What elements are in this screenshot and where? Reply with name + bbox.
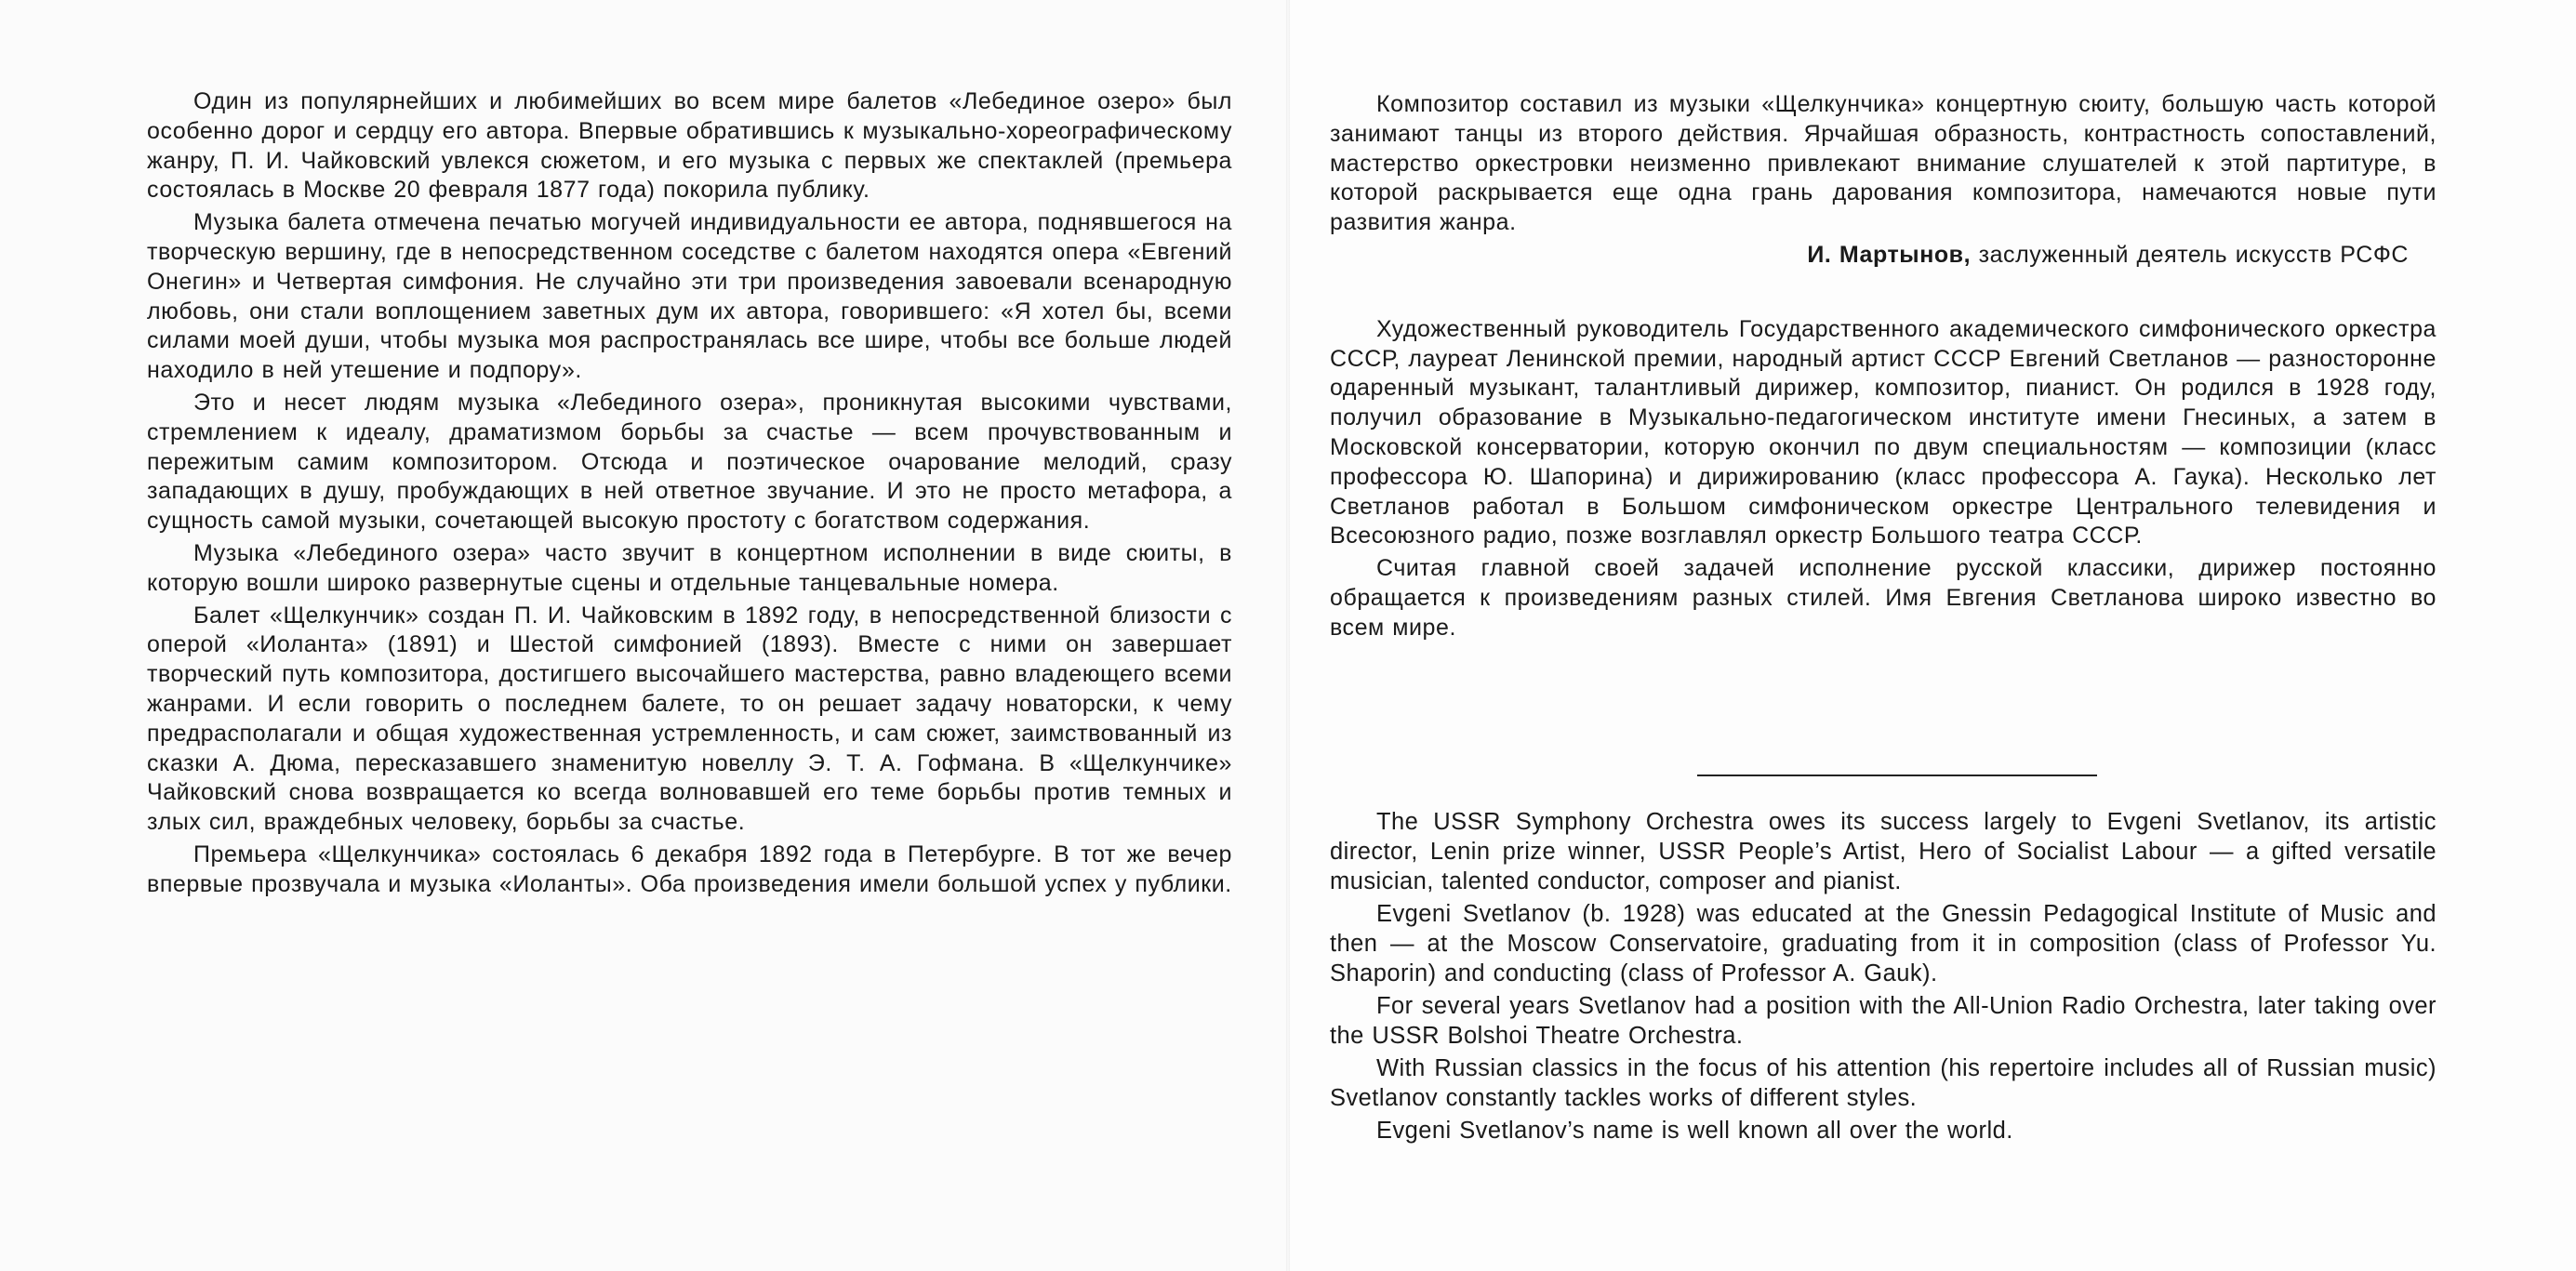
paragraph-english-radio: For several years Svetlanov had a position with the All-Union Radio Orchestra, later taking over the USSR Bolshoi Theatre Orchestra. <box>1330 993 2437 1049</box>
paragraph-swan-lake-intro: Один из популярнейших и любимейших во всем мире балетов «Лебединое озеро» был особенно дорог и сердцу его автора. Впервые обратившись к музыкально-хореографическому жанру, П. И. Чайковский увлекся сюжетом, и его музыка с первых же спектаклей (премьера состоялась в Москве 20 февраля 1877 года) покорила публику. <box>147 88 1232 204</box>
paragraph-nutcracker-creation: Балет «Щелкунчик» создан П. И. Чайковским в 1892 году, в непосредственной близости с оперой «Иоланта» (1891) и Шестой симфонией (1893). Вместе с ними он завершает творческий путь композитора, достигшего высочайшего мастерства, равно владеющего всеми жанрами. И если говорить о последнем балете, то он решает задачу новаторски, к чему предрасполагали и общая художественная устремленность, и сам сюжет, заимствованный из сказки А. Дюма, пересказавшего знаменитую новеллу Э. Т. А. Гофмана. В «Щелкунчике» Чайковский снова возвращается ко всегда волновавшей его теме борьбы против темных и злых сил, враждебных человеку, борьбы за счастье. <box>147 602 1232 836</box>
author-title: заслуженный деятель искусств РСФС <box>1971 241 2409 268</box>
paragraph-svetlanov-repertoire: Считая главной своей задачей исполнение русской классики, дирижер постоянно обращается к произведениям разных стилей. Имя Евгения Светланова широко известно во всем мире. <box>1330 555 2437 641</box>
paragraph-svetlanov-bio: Художественный руководитель Государственного академического симфонического оркестра СССР, лауреат Ленинской премии, народный артист СССР Евгений Светланов — разносторонне одаренный музыкант, талантливый дирижер, композитор, пианист. Он родился в 1928 году, получил образование в Музыкально-педагогическом институте имени Гнесиных, а затем в Московской консерватории, которую окончил по двум специальностям — композиции (класс профессора Ю. Шапорина) и дирижированию (класс профессора А. Гаука). Несколько лет Светланов работал в Большом симфоническом оркестре Центрального телевидения и Всесоюзного радио, позже возглавлял оркестр Большого театра СССР. <box>1330 315 2437 549</box>
paragraph-nutcracker-suite: Композитор составил из музыки «Щелкунчика» концертную сюиту, большую часть которой занимают танцы из второго действия. Ярчайшая образность, контрастность сопоставлений, мастерство оркестровки неизменно привлекают внимание слушателей к этой партитуре, в которой раскрывается еще одна грань дарования композитора, намечаются новые пути развития жанра. <box>1330 91 2437 236</box>
paragraph-english-education: Evgeni Svetlanov (b. 1928) was educated at the Gnessin Pedagogical Institute of Music and then — at the Moscow Conservatoire, graduating from it in composition (class of Professor Yu. Shaporin) and conducting (class of Professor A. Gauk). <box>1330 901 2437 986</box>
paragraph-swan-lake-message: Это и несет людям музыка «Лебединого озера», проникнутая высокими чувствами, стремлением к идеалу, драматизмом борьбы за счастье — всем прочувствованным и пережитым самим композитором. Отсюда и поэтическое очарование мелодий, сразу западающих в душу, пробуждающих в ней ответное звучание. И это не просто метафора, а сущность самой музыки, сочетающей высокую простоту с богатством содержания. <box>147 389 1232 535</box>
left-column-text <box>147 87 1232 903</box>
paragraph-swan-lake-individuality: Музыка балета отмечена печатью могучей индивидуальности ее автора, поднявшегося на творческую вершину, где в непосредственном соседстве с балетом находятся опера «Евгений Онегин» и Четвертая симфония. Не случайно эти три произведения завоевали всенародную любовь, они стали воплощением заветных дум их автора, говорившего: «Я хотел бы, всеми силами моей души, чтобы музыка моя распространялась все шире, чтобы все больше людей находило в ней утешение и подпору». <box>147 209 1232 384</box>
right-column-english-text <box>1330 807 2437 1148</box>
paragraph-english-fame: Evgeni Svetlanov’s name is well known all over the world. <box>1376 1118 2013 1144</box>
paragraph-english-repertoire: With Russian classics in the focus of his attention (his repertoire includes all of Russian music) Svetlanov constantly tackles works of different styles. <box>1330 1055 2437 1111</box>
author-signature <box>1330 241 2437 271</box>
page-fold <box>1286 0 1290 1271</box>
right-column-russian-text <box>1330 90 2437 646</box>
section-divider <box>1697 775 2097 776</box>
paragraph-swan-lake-suite: Музыка «Лебединого озера» часто звучит в концертном исполнении в виде сюиты, в которую вошли широко развернутые сцены и отдельные танцевальные номера. <box>147 539 1232 596</box>
author-name: И. Мартынов, <box>1807 241 1972 268</box>
conductor-biography-russian <box>1330 315 2437 643</box>
paragraph-nutcracker-premiere: Премьера «Щелкунчика» состоялась 6 декабря 1892 года в Петербурге. В тот же вечер впервые прозвучала и музыка «Иоланты». Оба произведения имели большой успех у публики. <box>147 841 1232 897</box>
paragraph-english-orchestra: The USSR Symphony Orchestra owes its success largely to Evgeni Svetlanov, its artistic director, Lenin prize winner, USSR People’s Artist, Hero of Socialist Labour — a gifted versatile musician, talented conductor, composer and pianist. <box>1330 809 2437 894</box>
